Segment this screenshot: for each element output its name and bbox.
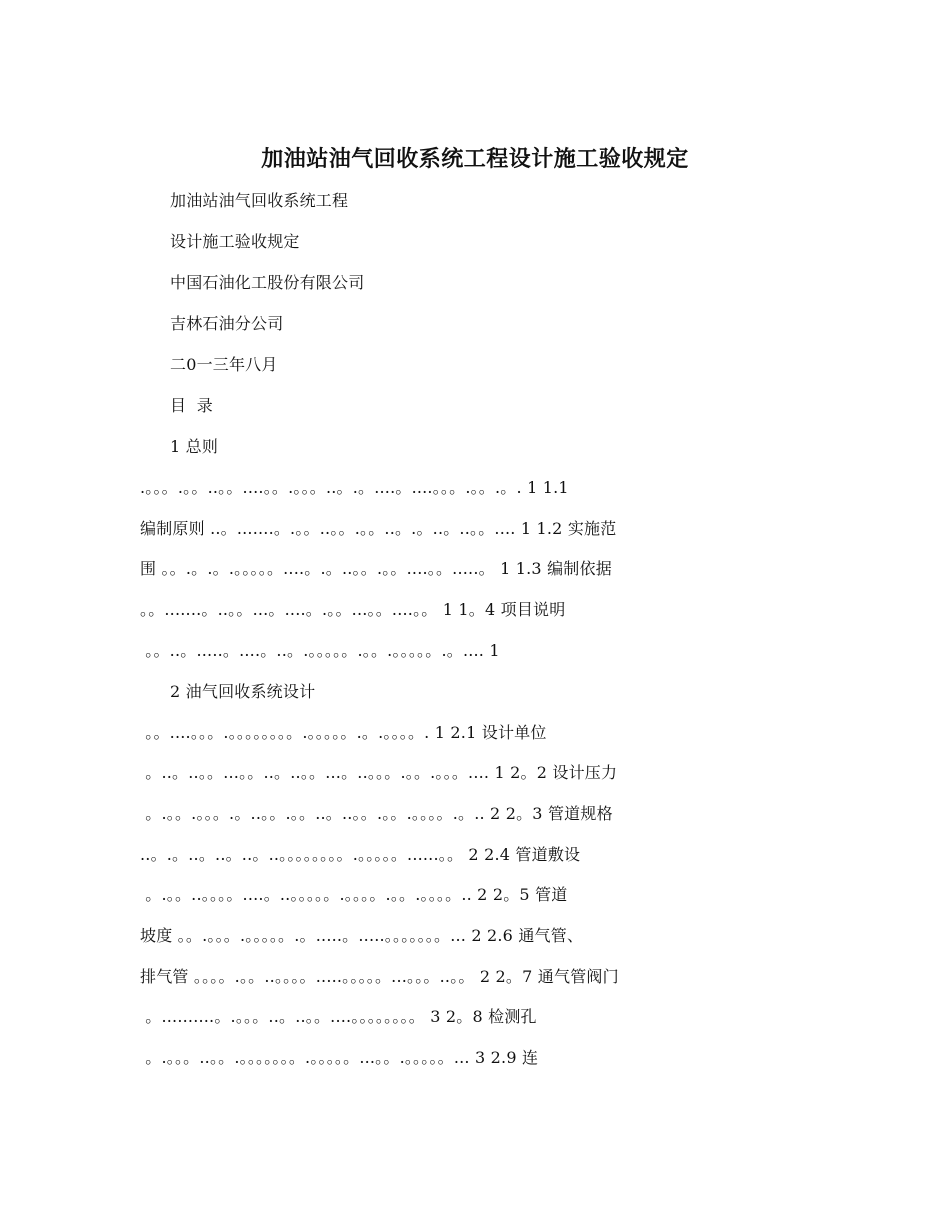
toc-line: 。.。。.。。。.。..。。.。。..。..。。.。。.。。。。.。.. 2 2。3 管道规格: [140, 804, 613, 823]
document-date: 二0一三年八月: [170, 355, 278, 374]
toc-line: 围 。。.。.。.。。。。。....。.。..。。.。。....。。.....。 1 1.3 编制依据: [140, 559, 612, 578]
toc-line: 。.。。..。。。。....。..。。。。。.。。。。.。。.。。。。.. 2 2。5 管道: [140, 885, 568, 904]
subtitle-line-1: 加油站油气回收系统工程: [170, 191, 349, 210]
toc-line: 。。....。。。.。。。。。。。。.。。。。。.。.。。。。. 1 2.1 设计单位: [140, 723, 547, 742]
toc-section-1: 1 总则: [170, 437, 219, 456]
toc-line: 坡度 。。.。。。.。。。。。.。.....。.....。。。。。。。... 2 2.6 通气管、: [140, 926, 584, 945]
toc-line: 。。..。.....。....。..。.。。。。。.。。.。。。。。.。.... 1: [140, 641, 500, 660]
toc-line: .。。。.。。..。。....。。.。。。..。.。....。....。。。.。。.。. 1 1.1: [140, 478, 569, 497]
toc-line: 。.。。。..。。.。。。。。。。.。。。。。...。。.。。。。。... 3 2.9 连: [140, 1048, 539, 1067]
toc-line: 。..。..。。...。。..。..。。...。..。。。.。。.。。。.... 1 2。2 设计压力: [140, 763, 618, 782]
branch-name: 吉林石油分公司: [170, 314, 284, 333]
page-title: 加油站油气回收系统工程设计施工验收规定: [261, 146, 689, 172]
toc-line: 。。.......。..。。...。....。.。。...。。....。。 1 1。4 项目说明: [140, 600, 566, 619]
toc-line: 排气管 。。。。.。。..。。。。.....。。。。。...。。。..。。 2 2。7 通气管阀门: [140, 967, 619, 986]
toc-line: 。..........。.。。。..。..。。....。。。。。。。。 3 2。8 检测孔: [140, 1007, 537, 1026]
toc-line: ..。.。..。..。..。..。。。。。。。。.。。。。。......。。 2 2.4 管道敷设: [140, 845, 581, 864]
company-name: 中国石油化工股份有限公司: [170, 273, 365, 292]
toc-section-2: 2 油气回收系统设计: [170, 682, 316, 701]
toc-line: 编制原则 ..。.......。.。。..。。.。。..。.。..。..。。.... 1 1.2 实施范: [140, 519, 617, 538]
subtitle-line-2: 设计施工验收规定: [170, 232, 300, 251]
toc-heading: 目 录: [170, 396, 213, 415]
